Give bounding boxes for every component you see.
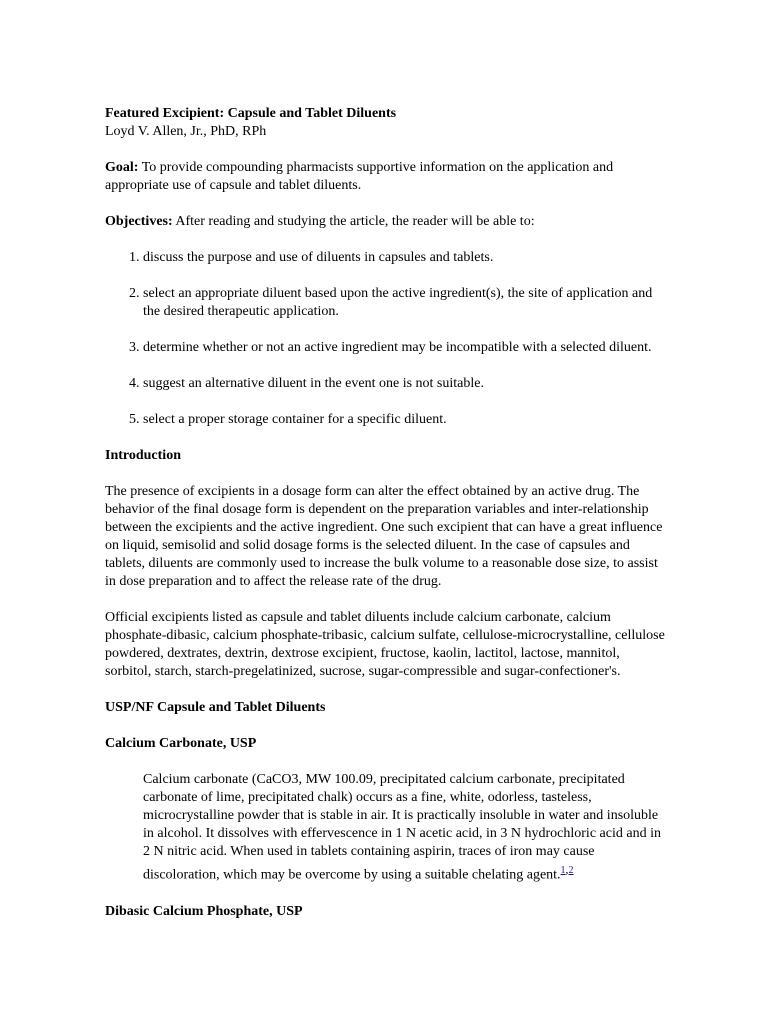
objective-item: 2. select an appropriate diluent based upon the active ingredient(s), the site of application and the desired therapeutic application. [143,285,665,321]
usp-nf-heading: USP/NF Capsule and Tablet Diluents [105,700,326,715]
objectives-paragraph [105,213,665,231]
objectives-text: After reading and studying the article, the reader will be able to: [172,214,535,229]
article-title: Featured Excipient: Capsule and Tablet Diluents [105,106,397,121]
title-block [105,105,665,141]
objective-item: 3. determine whether or not an active ingredient may be incompatible with a selected diluent. [143,339,665,357]
reference-superscript [561,863,574,876]
introduction-heading: Introduction [105,448,181,463]
goal-label: Goal: [105,160,139,175]
objective-item: 4. suggest an alternative diluent in the event one is not suitable. [143,375,665,393]
goal-text: To provide compounding pharmacists supportive information on the application and appropriate use of capsule and tablet diluents. [105,160,614,193]
introduction-paragraph-2: Official excipients listed as capsule and tablet diluents include calcium carbonate, calcium phosphate-dibasic, calcium phosphate-tribasic, calcium sulfate, cellulose-microcrystalline, cellulose powdered, dextrates, dextrin, dextrose excipient, fructose, kaolin, lactitol, lactose, mannitol, sorbitol, starch, starch-pregelatinized, sucrose, sugar-compressible and sugar-confectioner's. [105,610,665,679]
reference-link-2[interactable]: 2 [568,865,574,876]
calcium-carbonate-paragraph [143,771,663,885]
reference-separator: , [565,863,569,876]
objectives-list [105,249,665,429]
goal-paragraph [105,159,665,195]
introduction-paragraph-1: The presence of excipients in a dosage form can alter the effect obtained by an active drug. The behavior of the final dosage form is dependent on the preparation variables and inter-relationship between the excipients and the active ingredient. One such excipient that can have a great influence on liquid, semisolid and solid dosage forms is the selected diluent. In the case of capsules and tablets, diluents are commonly used to increase the bulk volume to a reasonable dose size, to assist in dose preparation and to affect the release rate of the drug. [105,484,663,589]
reference-link-1[interactable]: 1 [560,865,566,876]
document-page [105,105,665,939]
objective-item: 1. discuss the purpose and use of diluents in capsules and tablets. [143,249,665,267]
objective-item: 5. select a proper storage container for a specific diluent. [143,411,665,429]
calcium-carbonate-text: Calcium carbonate (CaCO3, MW 100.09, precipitated calcium carbonate, precipitated carbonate of lime, precipitated chalk) occurs as a fine, white, odorless, tasteless, microcrystalline powder that is stable in air. It is practically insoluble in water and insoluble in alcohol. It dissolves with effervescence in 1 N acetic acid, in 3 N hydrochloric acid and in 2 N nitric acid. When used in tablets containing aspirin, traces of iron may cause discoloration, which may be overcome by using a suitable chelating agent. [143,772,661,883]
article-author: Loyd V. Allen, Jr., PhD, RPh [105,124,267,139]
dibasic-calcium-phosphate-heading: Dibasic Calcium Phosphate, USP [105,903,303,919]
calcium-carbonate-heading: Calcium Carbonate, USP [105,736,257,751]
objectives-label: Objectives: [105,214,173,229]
